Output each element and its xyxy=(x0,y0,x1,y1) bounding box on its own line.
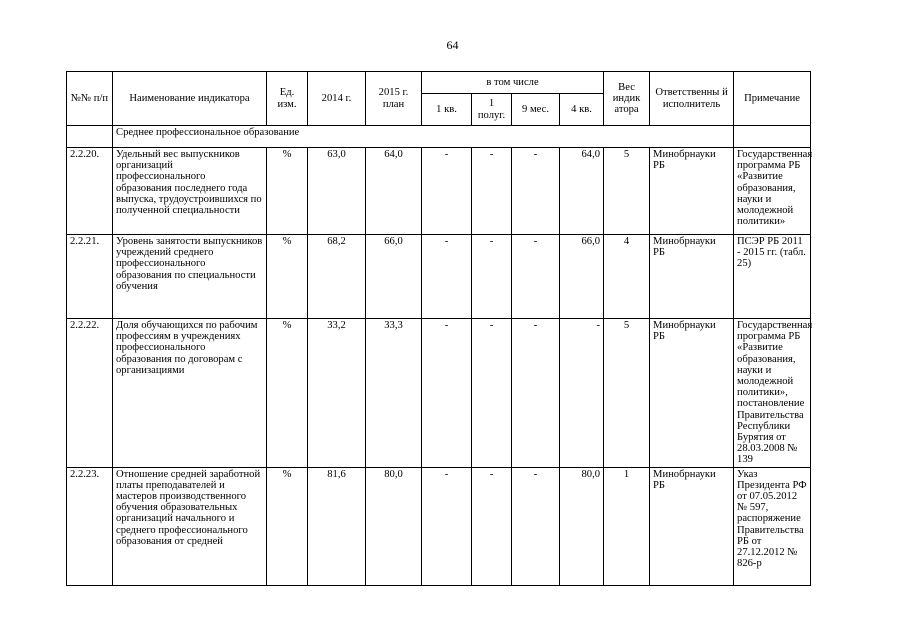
row-responsible: Минобрнауки РБ xyxy=(650,467,734,585)
row-q4: - xyxy=(560,319,604,468)
header-name: Наименование индикатора xyxy=(113,72,267,126)
row-q1: - xyxy=(422,467,472,585)
row-2014: 68,2 xyxy=(308,235,366,319)
row-num: 2.2.20. xyxy=(67,148,113,235)
row-h1: - xyxy=(472,235,512,319)
header-including: в том числе xyxy=(422,72,604,94)
row-h1: - xyxy=(472,467,512,585)
row-responsible: Минобрнауки РБ xyxy=(650,319,734,468)
row-note: Государственная программа РБ «Развитие образования, науки и молодежной политики», постановление Правительства Республики Бурятия от 28.03.2008 № 139 xyxy=(734,319,811,468)
row-2015: 33,3 xyxy=(366,319,422,468)
header-num: №№ п/п xyxy=(67,72,113,126)
row-responsible: Минобрнауки РБ xyxy=(650,148,734,235)
table-row xyxy=(67,235,811,319)
table-row xyxy=(67,467,811,585)
row-weight: 1 xyxy=(604,467,650,585)
row-q1: - xyxy=(422,148,472,235)
row-2014: 63,0 xyxy=(308,148,366,235)
row-9m: - xyxy=(512,319,560,468)
header-2014: 2014 г. xyxy=(308,72,366,126)
row-9m: - xyxy=(512,235,560,319)
header-weight: Вес индик атора xyxy=(604,72,650,126)
row-name: Удельный вес выпускников организаций профессионального образования последнего года выпуска, трудоустроившихся по полученной специальности xyxy=(113,148,267,235)
row-9m: - xyxy=(512,148,560,235)
row-q1: - xyxy=(422,235,472,319)
row-h1: - xyxy=(472,148,512,235)
row-name: Уровень занятости выпускников учреждений среднего профессионального образования по специальности обучения xyxy=(113,235,267,319)
header-q1: 1 кв. xyxy=(422,94,472,126)
row-2014: 33,2 xyxy=(308,319,366,468)
section-num-cell xyxy=(67,126,113,148)
row-q4: 80,0 xyxy=(560,467,604,585)
row-q4: 66,0 xyxy=(560,235,604,319)
header-responsible: Ответственны й исполнитель xyxy=(650,72,734,126)
header-q4: 4 кв. xyxy=(560,94,604,126)
row-weight: 5 xyxy=(604,319,650,468)
page-number: 64 xyxy=(446,38,459,52)
row-name: Доля обучающихся по рабочим профессиям в учреждениях профессионального образования по договорам с организациями xyxy=(113,319,267,468)
row-2014: 81,6 xyxy=(308,467,366,585)
section-title: Среднее профессиональное образование xyxy=(113,126,734,148)
header-note: Примечание xyxy=(734,72,811,126)
header-9m: 9 мес. xyxy=(512,94,560,126)
row-2015: 80,0 xyxy=(366,467,422,585)
row-9m: - xyxy=(512,467,560,585)
row-responsible: Минобрнауки РБ xyxy=(650,235,734,319)
row-note: Указ Президента РФ от 07.05.2012 № 597, распоряжение Правительства РБ от 27.12.2012 № 826-р xyxy=(734,467,811,585)
row-weight: 5 xyxy=(604,148,650,235)
row-2015: 64,0 xyxy=(366,148,422,235)
row-unit: % xyxy=(267,148,308,235)
row-q4: 64,0 xyxy=(560,148,604,235)
row-q1: - xyxy=(422,319,472,468)
row-weight: 4 xyxy=(604,235,650,319)
row-note: ПСЭР РБ 2011 - 2015 гг. (табл. 25) xyxy=(734,235,811,319)
header-unit: Ед. изм. xyxy=(267,72,308,126)
row-2015: 66,0 xyxy=(366,235,422,319)
row-num: 2.2.21. xyxy=(67,235,113,319)
row-num: 2.2.22. xyxy=(67,319,113,468)
row-unit: % xyxy=(267,319,308,468)
row-num: 2.2.23. xyxy=(67,467,113,585)
row-note: Государственная программа РБ «Развитие образования, науки и молодежной политики» xyxy=(734,148,811,235)
row-h1: - xyxy=(472,319,512,468)
header-h1: 1 полуг. xyxy=(472,94,512,126)
table-row xyxy=(67,148,811,235)
row-unit: % xyxy=(267,235,308,319)
table-row xyxy=(67,319,811,468)
section-note-cell xyxy=(734,126,811,148)
row-name: Отношение средней заработной платы преподавателей и мастеров производственного обучения образовательных организаций начального и среднего профессионального образования от средней xyxy=(113,467,267,585)
indicators-table xyxy=(66,71,811,586)
row-unit: % xyxy=(267,467,308,585)
header-2015: 2015 г. план xyxy=(366,72,422,126)
